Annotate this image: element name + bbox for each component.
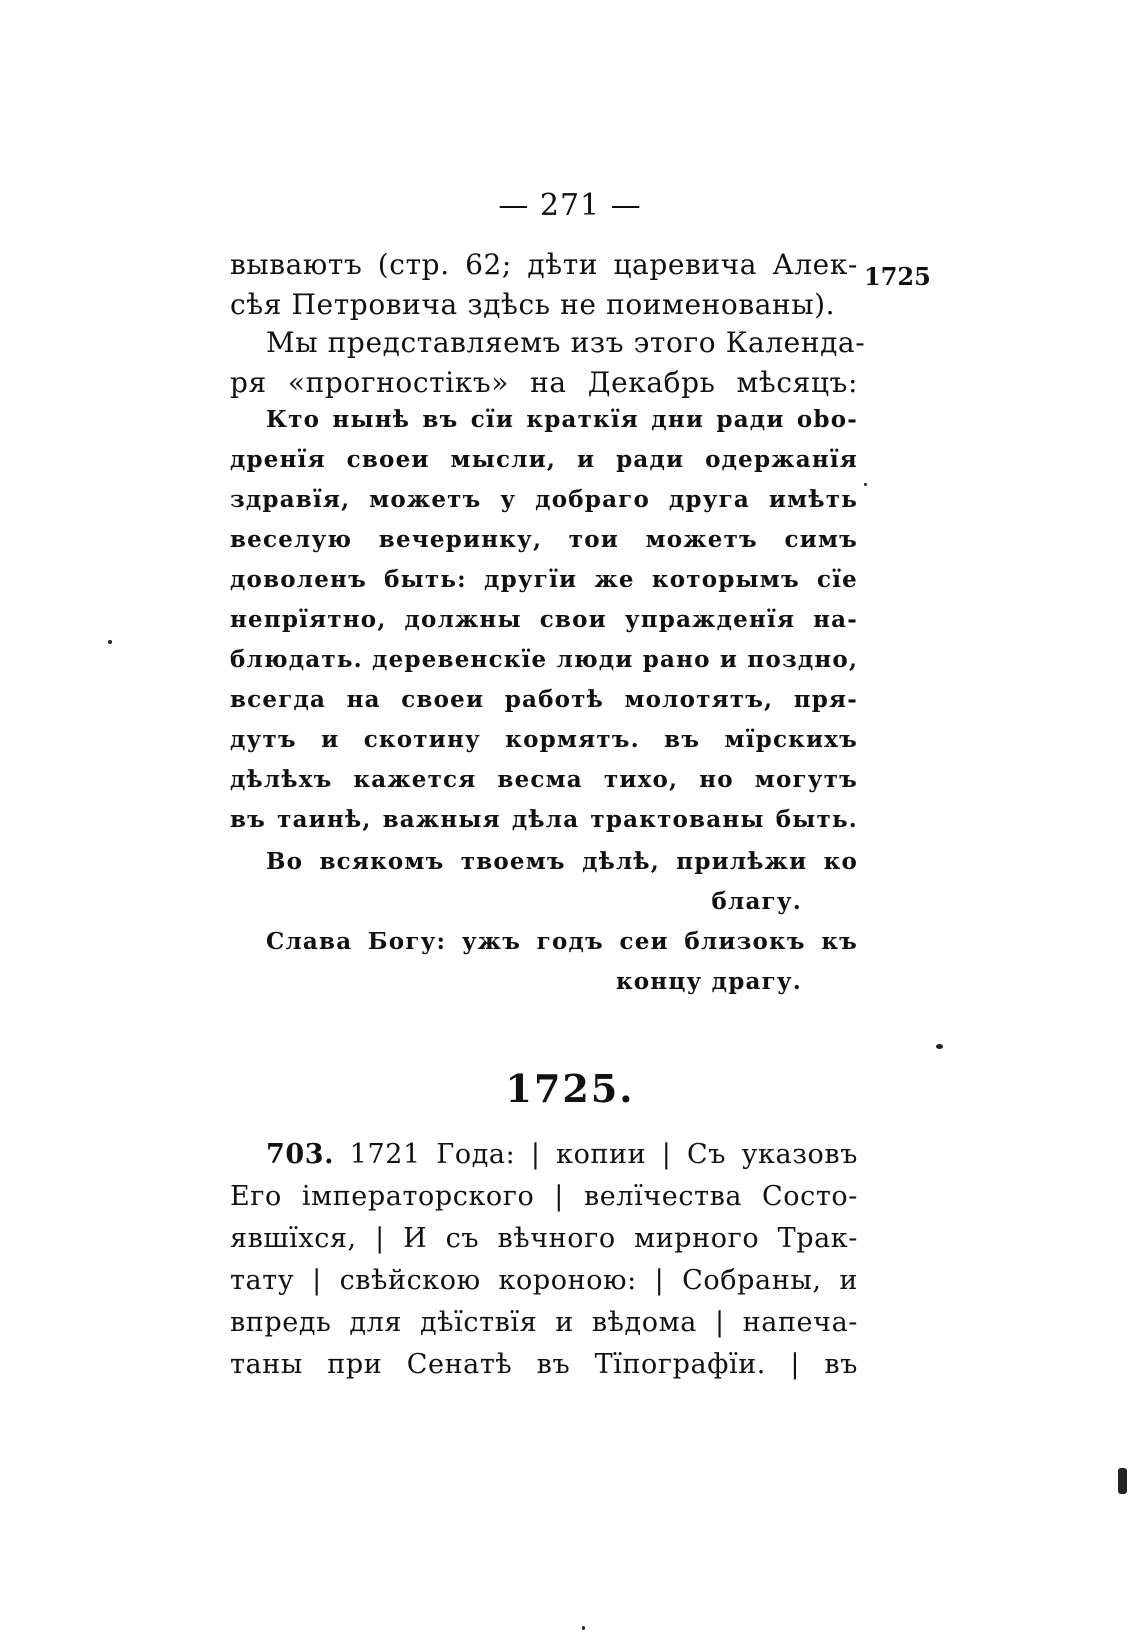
page-number: — 271 —: [498, 188, 642, 223]
entry-first-line: [230, 1134, 858, 1176]
scan-speck: [864, 483, 867, 486]
text-line: ря «прогностікъ» на Декабрь мѣсяцъ:: [230, 366, 858, 399]
quote-line: здравїя, можетъ у добраго друга имѣть: [230, 486, 858, 513]
entry-line: тату | свѣйскою короною: | Собраны, и: [230, 1265, 858, 1296]
verse-one: [230, 842, 858, 922]
quote-line: доволенъ быть: другїи же которымъ сїе: [230, 566, 858, 593]
entry-number: 703.: [266, 1139, 335, 1170]
quote-line: Кто нынѣ въ сїи краткїя дни ради obo-: [266, 406, 858, 433]
scan-speck: [1118, 1468, 1127, 1494]
entry-line: явшїхся, | И съ вѣчного мирного Трак-: [230, 1223, 858, 1254]
bibliographic-entry: [230, 1134, 858, 1386]
text-line: сѣя Петровича здѣсь не поименованы).: [230, 288, 836, 321]
quote-line: веселую вечеринку, тои можетъ симъ: [230, 526, 858, 553]
prognostic-quote: [230, 400, 858, 840]
verse-two: [230, 922, 858, 1002]
verse-line: благу.: [711, 888, 802, 915]
calendar-intro-paragraph: [230, 323, 866, 403]
verse-line: Слава Богу: ужъ годъ сеи близокъ къ: [266, 928, 858, 955]
quote-line: блюдать. деревенскїе люди рано и поздно,: [230, 646, 859, 673]
margin-year-note: 1725: [864, 262, 931, 291]
entry-line: Его імператорского | велїчества Состо-: [230, 1181, 858, 1212]
entry-first-line-text: 1721 Года: | копии | Съ указовъ: [334, 1139, 858, 1170]
year-heading: 1725.: [505, 1066, 635, 1111]
intro-paragraph: [230, 245, 858, 325]
quote-line: въ таинѣ, важныя дѣла трактованы быть.: [230, 806, 858, 833]
scan-speck: [936, 1044, 943, 1049]
scan-speck: [108, 640, 112, 644]
verse-line: Во всякомъ твоемъ дѣлѣ, прилѣжи ко: [266, 848, 858, 875]
entry-line: таны при Сенатѣ въ Тїпографїи. | въ: [230, 1349, 858, 1380]
quote-line: непрїятно, должны свои упражденїя на-: [230, 606, 858, 633]
quote-line: дренїя своеи мысли, и ради одержанїя: [230, 446, 858, 473]
quote-line: всегда на своеи работѣ молотятъ, пря-: [230, 686, 858, 713]
verse-line: концу драгу.: [615, 968, 802, 995]
entry-line: впредь для дѣїствїя и вѣдома | напеча-: [230, 1307, 858, 1338]
quote-line: дутъ и скотину кормятъ. въ мїрскихъ: [230, 726, 858, 753]
text-line: вываютъ (стр. 62; дѣти царевича Алек-: [230, 248, 858, 281]
scan-speck: [582, 1626, 585, 1630]
text-line: Мы представляемъ изъ этого Календа-: [266, 326, 866, 359]
quote-line: дѣлѣхъ кажется весма тихо, но могутъ: [230, 766, 858, 793]
